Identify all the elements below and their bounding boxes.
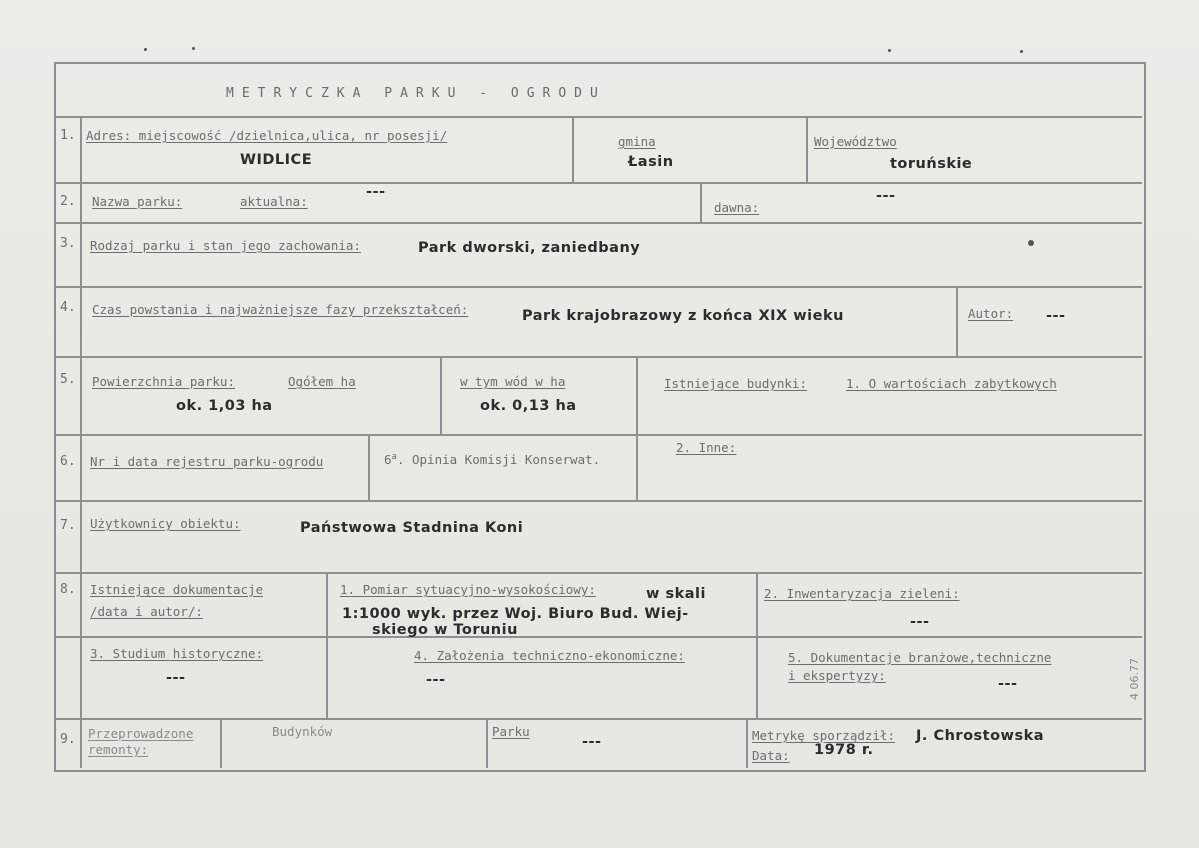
- rule-r2: [700, 182, 702, 222]
- current-name-value: ---: [366, 184, 386, 200]
- row-number: 7.: [60, 518, 76, 533]
- rule-r9-c: [746, 718, 748, 768]
- row-number: 4.: [60, 300, 76, 315]
- rule-row7: [54, 572, 1142, 574]
- rule-r8-b: [756, 572, 758, 718]
- users-value: Państwowa Stadnina Koni: [300, 520, 524, 536]
- survey-value-line2: 1:1000 wyk. przez Woj. Biuro Bud. Wiej-: [342, 606, 689, 622]
- total-area-value: ok. 1,03 ha: [176, 398, 273, 414]
- rule-r5-b: [636, 356, 638, 500]
- register-label: Nr i data rejestru parku-ogrodu: [90, 454, 324, 469]
- survey-value-line3: skiego w Toruniu: [372, 622, 518, 638]
- rule-row2: [54, 222, 1142, 224]
- rule-r4: [956, 286, 958, 356]
- author-value: ---: [1046, 308, 1066, 324]
- margin-note: 4 06.77: [1128, 658, 1141, 700]
- date-value: 1978 r.: [814, 742, 874, 758]
- rule-row5: [54, 434, 1142, 436]
- origin-value: Park krajobrazowy z końca XIX wieku: [522, 308, 844, 324]
- conservator-opinion-label: 6$^a$. Opinia Komisji Konserwat.: [384, 452, 601, 468]
- form-title: METRYCZKA PARKU - OGRODU: [226, 86, 606, 101]
- greenery-value: ---: [910, 614, 930, 630]
- gmina-label: gmina: [618, 134, 656, 149]
- technical-value: ---: [426, 672, 446, 688]
- author-label: Autor:: [968, 306, 1014, 321]
- buildings-renovation-label: Budynków: [272, 724, 333, 739]
- rule-row8a: [54, 636, 1142, 638]
- rule-r8-a: [326, 572, 328, 718]
- row-number: 5.: [60, 372, 76, 387]
- buildings-label: Istniejące budynki:: [664, 376, 807, 391]
- greenery-label: 2. Inwentaryzacja zieleni:: [764, 586, 960, 601]
- survey-label: 1. Pomiar sytuacyjno-wysokościowy:: [340, 582, 596, 597]
- rule-row4: [54, 356, 1142, 358]
- origin-label: Czas powstania i najważniejsze fazy przekształceń:: [92, 302, 469, 317]
- compiled-by-label: Metrykę sporządził:: [752, 728, 895, 743]
- documentation-label: Istniejące dokumentacje: [90, 582, 264, 597]
- rule-r9-a: [220, 718, 222, 768]
- address-value: WIDLICE: [240, 152, 313, 168]
- water-area-value: ok. 0,13 ha: [480, 398, 577, 414]
- water-area-label: w tym wód w ha: [460, 374, 566, 389]
- compiled-by-value: J. Chrostowska: [916, 728, 1045, 744]
- row-number: 1.: [60, 128, 76, 143]
- historic-buildings-label: 1. O wartościach zabytkowych: [846, 376, 1057, 391]
- rule-below-title: [54, 116, 1142, 118]
- park-type-value: Park dworski, zaniedbany: [418, 240, 641, 256]
- users-label: Użytkownicy obiektu:: [90, 516, 241, 531]
- date-label: Data:: [752, 748, 790, 763]
- park-type-label: Rodzaj parku i stan jego zachowania:: [90, 238, 361, 253]
- technical-label: 4. Założenia techniczno-ekonomiczne:: [414, 648, 685, 663]
- history-study-value: ---: [166, 670, 186, 686]
- rule-row8b: [54, 718, 1142, 720]
- row-number: 6.: [60, 454, 76, 469]
- survey-value-line1: w skali: [646, 586, 706, 602]
- speck: [888, 49, 891, 52]
- area-label: Powierzchnia parku:: [92, 374, 235, 389]
- rule-row6: [54, 500, 1142, 502]
- rule-r1-a: [572, 116, 574, 182]
- rule-r9-b: [486, 718, 488, 768]
- branch-docs-value: ---: [998, 676, 1018, 692]
- documentation-sublabel: /data i autor/:: [90, 604, 203, 619]
- park-name-label: Nazwa parku:: [92, 194, 183, 209]
- speck: [1020, 50, 1023, 53]
- voivodeship-label: Województwo: [814, 134, 897, 149]
- branch-docs-label: 5. Dokumentacje branżowe,techniczne: [788, 650, 1052, 665]
- rule-r1-b: [806, 116, 808, 182]
- speck: [144, 48, 147, 51]
- row-number: 3.: [60, 236, 76, 251]
- park-renovation-value: ---: [582, 734, 602, 750]
- renovations-label: Przeprowadzone: [88, 726, 194, 741]
- renovations-sublabel: remonty:: [88, 742, 149, 757]
- form-frame: [54, 62, 1146, 772]
- park-renovation-label: Parku: [492, 724, 530, 739]
- row-number: 9.: [60, 732, 76, 747]
- speck: [192, 47, 195, 50]
- rule-number-column: [80, 116, 82, 768]
- current-name-label: aktualna:: [240, 194, 308, 209]
- row-number: 2.: [60, 194, 76, 209]
- rule-row1: [54, 182, 1142, 184]
- other-buildings-label: 2. Inne:: [676, 440, 737, 455]
- rule-r5-a: [440, 356, 442, 434]
- voivodeship-value: toruńskie: [890, 156, 973, 172]
- history-study-label: 3. Studium historyczne:: [90, 646, 264, 661]
- rule-r6: [368, 434, 370, 500]
- rule-row3: [54, 286, 1142, 288]
- address-label: Adres: miejscowość /dzielnica,ulica, nr posesji/: [86, 128, 448, 143]
- total-area-label: Ogółem ha: [288, 374, 356, 389]
- former-name-value: ---: [876, 188, 896, 204]
- former-name-label: dawna:: [714, 200, 760, 215]
- gmina-value: Łasin: [628, 154, 674, 170]
- branch-docs-sublabel: i ekspertyzy:: [788, 668, 886, 683]
- row-number: 8.: [60, 582, 76, 597]
